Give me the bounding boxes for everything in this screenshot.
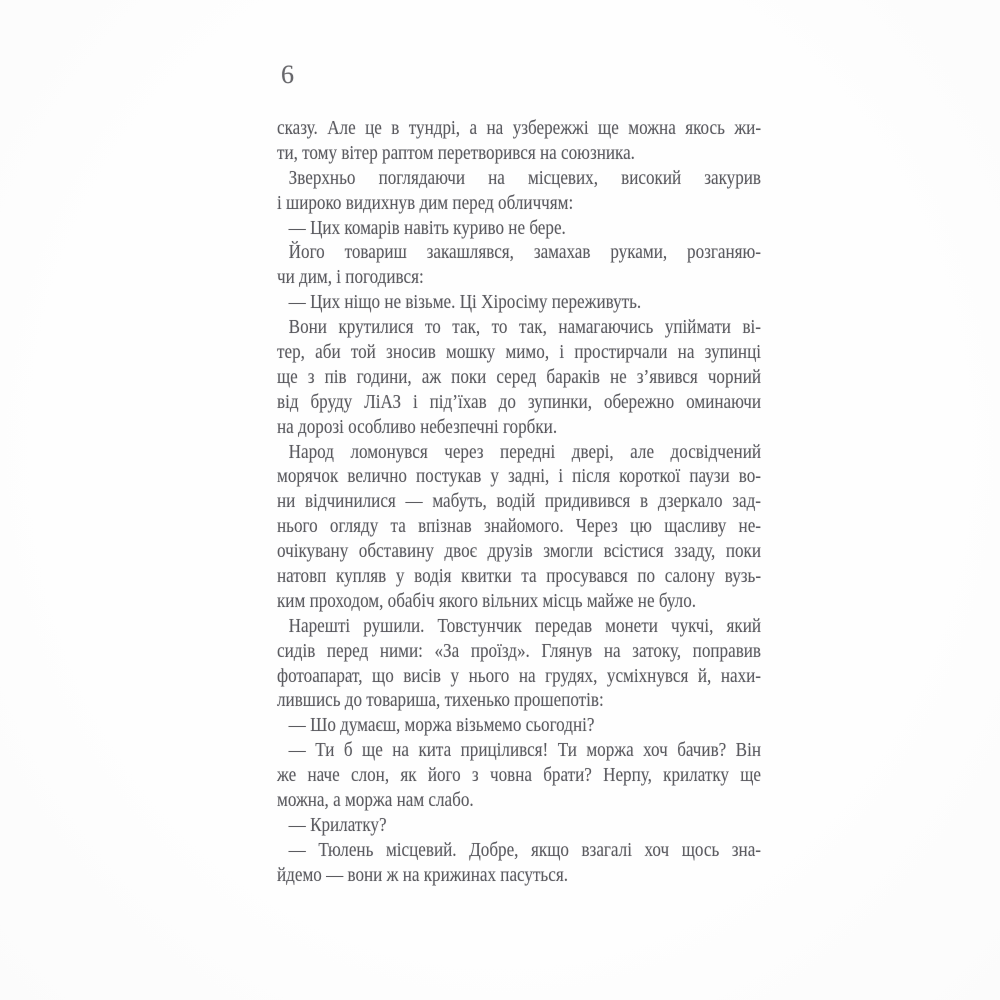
paragraph bbox=[277, 738, 761, 813]
paragraph bbox=[277, 440, 761, 614]
text-line: можна, а моржа нам слабо. bbox=[277, 789, 474, 812]
paragraph bbox=[277, 315, 761, 439]
paragraph bbox=[277, 813, 761, 838]
paragraph bbox=[277, 116, 761, 166]
text-line: Нарешті рушили. Товстунчик передав монети чукчі, який bbox=[288, 614, 762, 637]
text-line: — Цих комарів навіть куриво не бере. bbox=[288, 216, 566, 239]
text-line: — Ти б ще на кита прицілився! Ти моржа хоч бачив? Він bbox=[288, 739, 762, 762]
page-number: 6 bbox=[281, 60, 294, 89]
text-line: ни відчинилися — мабуть, водій придивився в дзеркало зад- bbox=[277, 490, 762, 513]
paragraph bbox=[277, 713, 761, 738]
paragraph bbox=[277, 614, 761, 714]
text-line: на дорозі особливо небезпечні горбки. bbox=[277, 415, 558, 438]
text-line: морячок велично постукав у задні, і після короткої паузи во- bbox=[277, 465, 762, 488]
text-line: натовп купляв у водія квитки та просувався по салону вузь- bbox=[277, 565, 762, 588]
text-line: же наче слон, як його з човна брати? Нерпу, крилатку ще bbox=[277, 764, 762, 787]
text-line: Народ ломонувся через передні двері, але досвідчений bbox=[288, 440, 762, 463]
paragraph bbox=[277, 166, 761, 216]
text-line: ти, тому вітер раптом перетворився на союзника. bbox=[277, 141, 635, 164]
text-line: ким проходом, обабіч якого вільних місць майже не було. bbox=[277, 589, 697, 612]
text-line: сидів перед ними: «За проїзд». Глянув на затоку, поправив bbox=[277, 639, 762, 662]
text-line: Його товариш закашлявся, замахав руками, розганяю- bbox=[288, 241, 762, 264]
text-line: — Цих ніщо не візьме. Ці Хіросіму переживуть. bbox=[288, 291, 642, 314]
paragraph bbox=[277, 290, 761, 315]
text-line: — Тюлень місцевий. Добре, якщо взагалі хоч щось зна- bbox=[288, 838, 762, 861]
text-line: і широко видихнув дим перед обличчям: bbox=[277, 191, 574, 214]
text-line: — Шо думаєш, моржа візьмемо сьогодні? bbox=[288, 714, 595, 737]
text-line: від бруду ЛіАЗ і під’їхав до зупинки, обережно оминаючи bbox=[277, 390, 762, 413]
text-line: фотоапарат, що висів у нього на грудях, усміхнувся й, нахи- bbox=[277, 664, 762, 687]
paragraph bbox=[277, 240, 761, 290]
text-line: нього огляду та впізнав знайомого. Через цю щасливу не- bbox=[277, 515, 762, 538]
text-line: тер, аби той зносив мошку мимо, і простирчали на зупинці bbox=[277, 341, 762, 364]
text-line: очікувану обставину двоє друзів змогли всістися ззаду, поки bbox=[277, 540, 762, 563]
text-line: Вони крутилися то так, то так, намагаючись упіймати ві- bbox=[288, 316, 762, 339]
text-line: сказу. Але це в тундрі, а на узбережжі ще можна якось жи- bbox=[277, 117, 762, 139]
text-column bbox=[277, 116, 761, 888]
paragraph bbox=[277, 838, 761, 888]
text-line: чи дим, і погодився: bbox=[277, 266, 424, 289]
text-line: Зверхньо поглядаючи на місцевих, високий закурив bbox=[288, 166, 762, 189]
text-line: ще з пів години, аж поки серед бараків не з’явився чорний bbox=[277, 365, 762, 388]
text-line: лившись до товариша, тихенько прошепотів: bbox=[277, 689, 604, 712]
text-line: — Крилатку? bbox=[288, 813, 387, 836]
paragraph bbox=[277, 216, 761, 241]
text-line: йдемо — вони ж на крижинах пасуться. bbox=[277, 863, 568, 886]
